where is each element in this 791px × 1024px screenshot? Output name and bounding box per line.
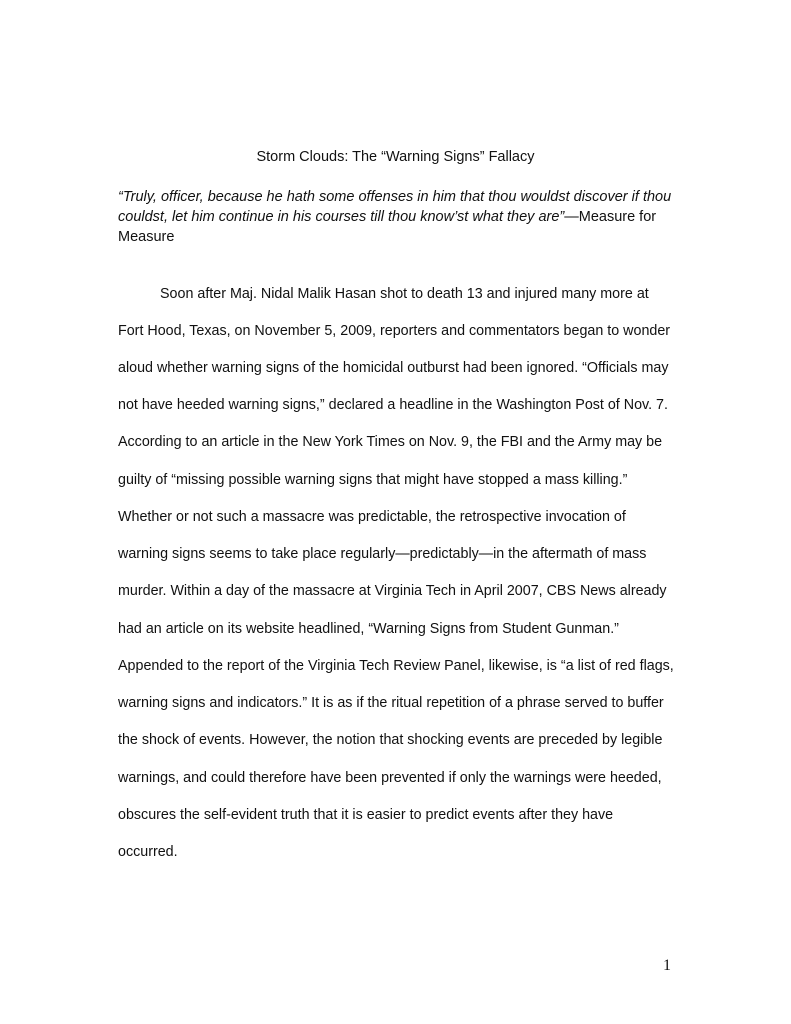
body-line: murder. Within a day of the massacre at Virginia Tech in April 2007, CBS News already <box>118 583 667 599</box>
epigraph-quote: “Truly, officer, because he hath some offenses in him that thou wouldst discover if thou couldst, let him continue in his courses till thou know’st what they are” <box>118 189 672 225</box>
document-title: Storm Clouds: The “Warning Signs” Fallacy <box>256 149 535 165</box>
body-line: Whether or not such a massacre was predictable, the retrospective invocation of <box>118 509 626 525</box>
body-line: Fort Hood, Texas, on November 5, 2009, reporters and commentators began to wonder <box>118 323 671 339</box>
body-line: Appended to the report of the Virginia Tech Review Panel, likewise, is “a list of red flags, <box>118 658 674 674</box>
body-line: warning signs and indicators.” It is as if the ritual repetition of a phrase served to buffer <box>118 695 664 711</box>
body-line: warnings, and could therefore have been prevented if only the warnings were heeded, <box>118 770 662 786</box>
epigraph-attribution: —Measure for Measure <box>118 209 657 245</box>
body-line: the shock of events. However, the notion that shocking events are preceded by legible <box>118 732 663 748</box>
body-line: Soon after Maj. Nidal Malik Hasan shot to death 13 and injured many more at <box>160 286 649 302</box>
page-number: 1 <box>663 957 671 974</box>
body-line: not have heeded warning signs,” declared a headline in the Washington Post of Nov. 7. <box>118 397 668 413</box>
body-line: occurred. <box>118 844 178 860</box>
body-line: had an article on its website headlined, “Warning Signs from Student Gunman.” <box>118 621 619 637</box>
body-line: warning signs seems to take place regularly—predictably—in the aftermath of mass <box>118 546 647 562</box>
body-line: aloud whether warning signs of the homicidal outburst had been ignored. “Officials may <box>118 360 669 376</box>
body-line: guilty of “missing possible warning signs that might have stopped a mass killing.” <box>118 472 628 488</box>
body-line: obscures the self-evident truth that it is easier to predict events after they have <box>118 807 614 823</box>
epigraph <box>118 187 678 247</box>
body-line: According to an article in the New York Times on Nov. 9, the FBI and the Army may be <box>118 434 663 450</box>
